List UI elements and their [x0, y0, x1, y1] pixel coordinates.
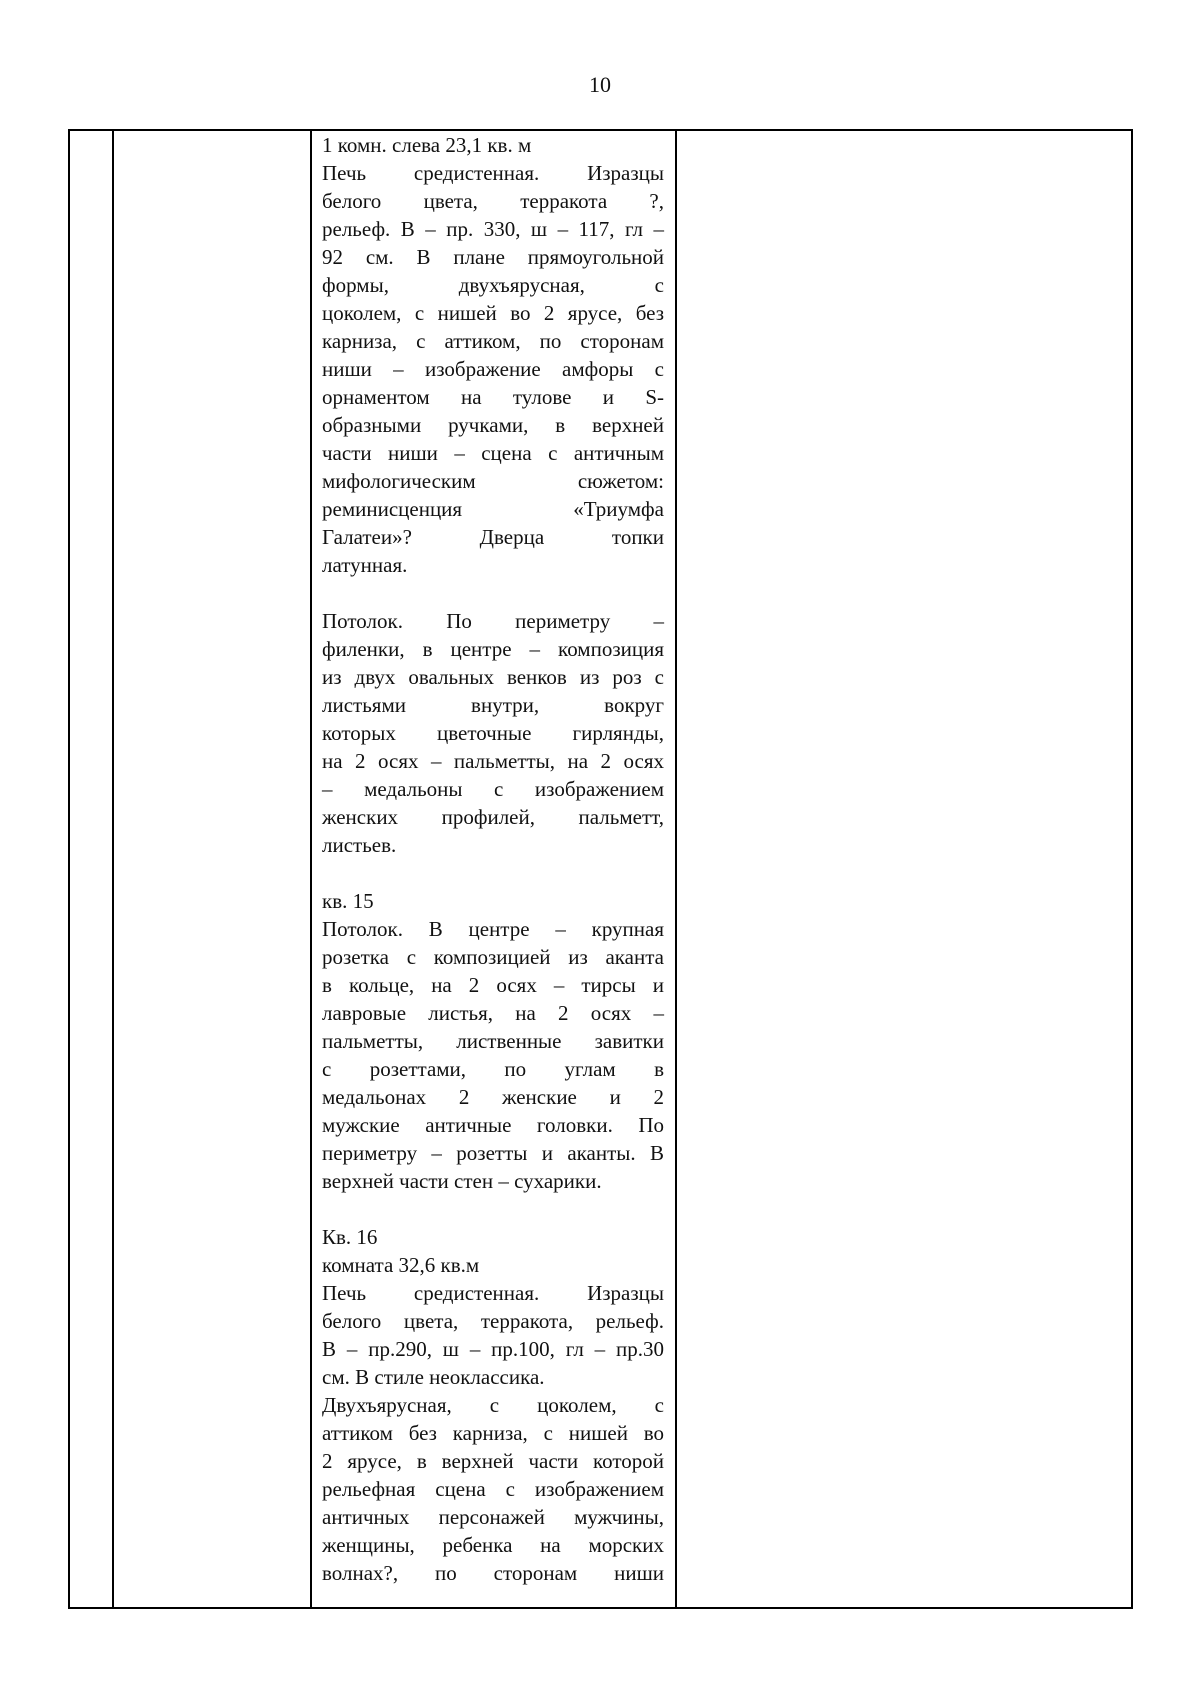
text-line: медальонах 2 женские и 2: [322, 1085, 664, 1109]
column-divider-3: [675, 131, 677, 1607]
text-line: лавровые листья, на 2 осях –: [322, 1001, 664, 1025]
text-line: аттиком без карниза, с нишей во: [322, 1421, 664, 1445]
text-line: Потолок. По периметру –: [322, 609, 664, 633]
text-line: листьями внутри, вокруг: [322, 693, 664, 717]
text-line: орнаментом на тулове и S-: [322, 385, 664, 409]
text-line: Печь средистенная. Изразцы: [322, 1281, 664, 1305]
text-line: из двух овальных венков из роз с: [322, 665, 664, 689]
text-line: женщины, ребенка на морских: [322, 1533, 664, 1557]
text-line: Печь средистенная. Изразцы: [322, 161, 664, 185]
text-line: латунная.: [322, 553, 408, 577]
text-line: верхней части стен – сухарики.: [322, 1169, 602, 1193]
text-line: рельефная сцена с изображением: [322, 1477, 664, 1501]
text-line: белого цвета, терракота ?,: [322, 189, 664, 213]
document-table: [68, 129, 1133, 1609]
column-divider-1: [112, 131, 114, 1607]
text-line: формы, двухъярусная, с: [322, 273, 664, 297]
text-line: Двухъярусная, с цоколем, с: [322, 1393, 664, 1417]
text-line: белого цвета, терракота, рельеф.: [322, 1309, 664, 1333]
text-line: карниза, с аттиком, по сторонам: [322, 329, 664, 353]
text-line: филенки, в центре – композиция: [322, 637, 664, 661]
text-line: пальметты, лиственные завитки: [322, 1029, 664, 1053]
text-line: волнах?, по сторонам ниши: [322, 1561, 664, 1585]
text-block: [322, 607, 664, 859]
text-line: мифологическим сюжетом:: [322, 469, 664, 493]
text-line: которых цветочные гирлянды,: [322, 721, 664, 745]
text-line: листьев.: [322, 833, 397, 857]
text-line: на 2 осях – пальметты, на 2 осях: [322, 749, 664, 773]
text-line: – медальоны с изображением: [322, 777, 664, 801]
text-line: в кольце, на 2 осях – тирсы и: [322, 973, 664, 997]
text-line: образными ручками, в верхней: [322, 413, 664, 437]
text-line: комната 32,6 кв.м: [322, 1253, 480, 1277]
text-block: [322, 131, 664, 579]
text-line: 1 комн. слева 23,1 кв. м: [322, 133, 532, 157]
text-line: рельеф. В – пр. 330, ш – 117, гл –: [322, 217, 664, 241]
text-line: античных персонажей мужчины,: [322, 1505, 664, 1529]
text-line: см. В стиле неоклассика.: [322, 1365, 545, 1389]
text-line: мужские античные головки. По: [322, 1113, 664, 1137]
text-block: [322, 887, 664, 1195]
text-line: Потолок. В центре – крупная: [322, 917, 664, 941]
text-line: розетка с композицией из аканта: [322, 945, 664, 969]
text-line: В – пр.290, ш – пр.100, гл – пр.30: [322, 1337, 664, 1361]
text-line: кв. 15: [322, 889, 374, 913]
page-number: 10: [589, 72, 611, 97]
text-line: Кв. 16: [322, 1225, 378, 1249]
text-line: ниши – изображение амфоры с: [322, 357, 664, 381]
text-line: с розеттами, по углам в: [322, 1057, 664, 1081]
column-divider-2: [310, 131, 312, 1607]
description-cell: [322, 131, 664, 1587]
text-line: женских профилей, пальметт,: [322, 805, 664, 829]
text-line: цоколем, с нишей во 2 ярусе, без: [322, 301, 664, 325]
text-line: 92 см. В плане прямоугольной: [322, 245, 664, 269]
text-line: реминисценция «Триумфа: [322, 497, 664, 521]
text-line: 2 ярусе, в верхней части которой: [322, 1449, 664, 1473]
text-line: части ниши – сцена с античным: [322, 441, 664, 465]
text-block: [322, 1223, 664, 1587]
text-line: периметру – розетты и аканты. В: [322, 1141, 664, 1165]
text-line: Галатеи»? Дверца топки: [322, 525, 664, 549]
